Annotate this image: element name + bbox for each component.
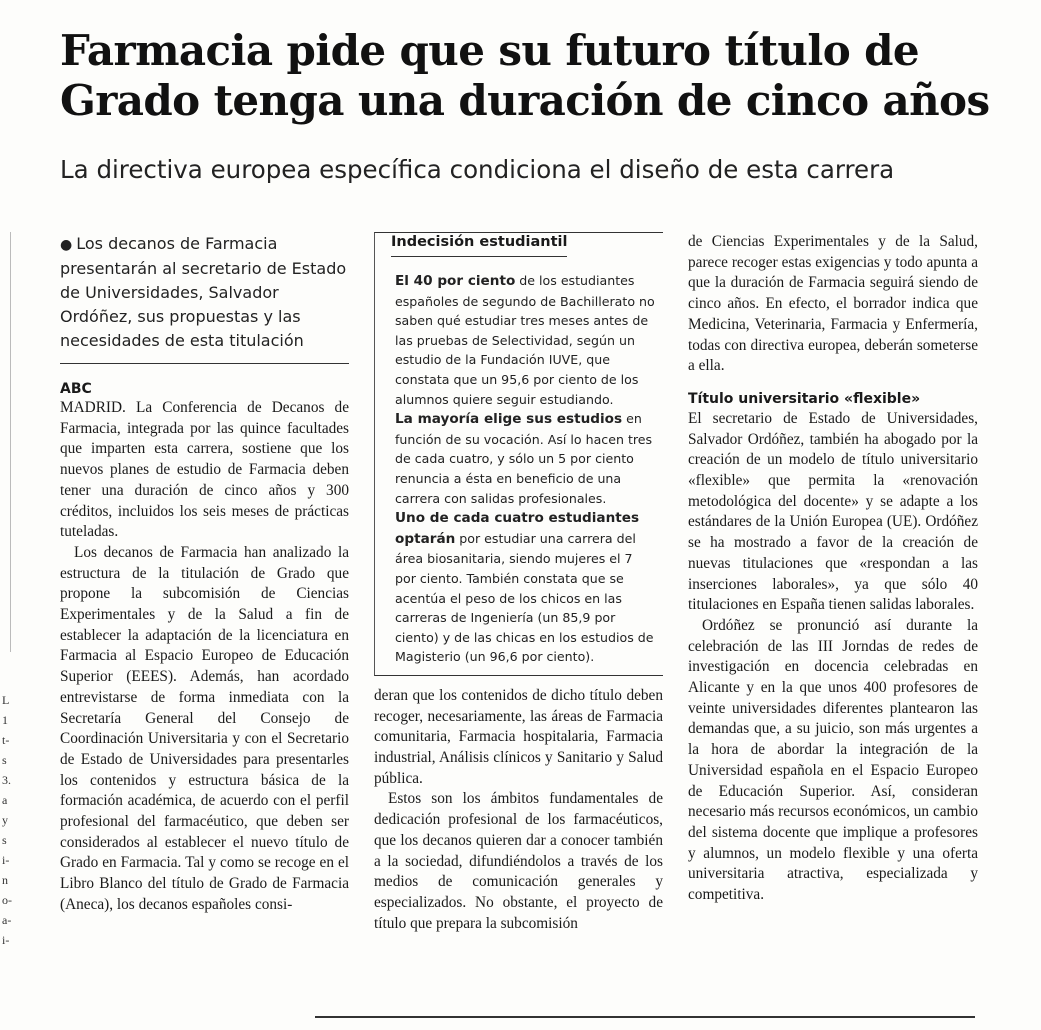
edge-fragment: s [2, 833, 7, 847]
body-paragraph: Estos son los ámbitos fundamentales de dedicación profesional de los farmacéuticos, que los decanos quieren dar a conocer también a la sociedad, difundiéndolos a través de los medios de comunicación generales y especializados. No obstante, el proyecto de título que prepara la subcomisión [374, 790, 663, 932]
bullet-icon: ● [60, 237, 73, 253]
column-3 [688, 232, 978, 906]
sidebar-item [395, 508, 657, 667]
byline: ABC [60, 381, 92, 397]
edge-fragment: 3. [2, 773, 11, 787]
column-2 [374, 232, 663, 934]
body-paragraph: Los decanos de Farmacia han analizado la estructura de la titulación de Grado que propone la subcomisión de Ciencias Experimentales y de la Salud a fin de establecer la adaptación de la licenciatura en Farmacia al Espacio Europeo de Educación Superior (EEES). Además, han acordado entrevistarse de forma inmediata con la Secretaría General del Consejo de Coordinación Universitaria y con el Secretario de Estado de Universidades para presentarles los contenidos y estructura básica de la formación académica, de acuerdo con el perfil profesional del farmacéutico, que deben ser considerados al establecer el nuevo título de Grado en Farmacia. Tal y como se recoge en el Libro Blanco del título de Grado de Farmacia (Aneca), los decanos españoles consi- [60, 543, 349, 913]
sidebar-item-text: en función de su vocación. Así lo hacen tres de cada cuatro, y sólo un 5 por ciento renuncia a ésta en beneficio de una carrera con salidas profesionales. [395, 411, 653, 506]
footer-rule [315, 1016, 975, 1018]
sidebar-box [374, 232, 663, 676]
edge-fragment: L [2, 693, 10, 707]
body-paragraph: El secretario de Estado de Universidades, Salvador Ordóñez, también ha abogado por la creación de un modelo de título universitario «flexible» que permita la «renovación metodológica del docente» y se adapte a los estándares de la Unión Europea (UE). Ordóñez se ha mostrado a favor de la creación de nuevas titulaciones que «respondan a las inserciones laborales», ya que sólo 40 titulaciones en España tienen salidas laborales. [688, 409, 978, 614]
sidebar-item [395, 271, 657, 409]
edge-fragment: t- [2, 733, 10, 747]
edge-fragment: 1 [2, 713, 8, 727]
lead-text: Los decanos de Farmacia presentarán al secretario de Estado de Universidades, Salvador Ordóñez, sus propuestas y las necesidades de esta titulación [60, 234, 347, 350]
body-paragraph: Ordóñez se pronunció así durante la celebración de las III Jorndas de redes de investigación en docencia celebradas en Alicante y en la que unos 400 profesores de veinte universidades diferentes plantearon las demandas que, a su juicio, son más urgentes a la hora de abordar la integración de la Universidad española en el Espacio Europeo de Educación Superior. Así, consideran necesario más recursos económicos, un cambio del sistema docente que implique a profesores y alumnos, un modelo flexible y una oferta universitaria atractiva, especializada y competitiva. [688, 616, 978, 904]
edge-fragment: y [2, 813, 8, 827]
body-paragraph: MADRID. La Conferencia de Decanos de Farmacia, integrada por las quince facultades que imparten esta carrera, sostiene que los nuevos planes de estudio de Farmacia deben tener una duración de cinco años y 300 créditos, incluidos los seis meses de prácticas tuteladas. [60, 399, 349, 541]
sidebar-item-text: de los estudiantes españoles de segundo de Bachillerato no saben qué estudiar tres meses antes de las pruebas de Selectividad, según un estudio de la Fundación IUVE, que constata que un 95,6 por ciento de los alumnos quiere seguir estudiando. [395, 273, 655, 407]
sidebar-item-bold: La mayoría elige sus estudios [395, 411, 623, 428]
edge-fragment: o- [2, 893, 12, 907]
edge-fragment: i- [2, 933, 10, 947]
body-paragraph: deran que los contenidos de dicho título deben recoger, necesariamente, las áreas de Farmacia comunitaria, Farmacia hospitalaria, Farmacia industrial, Análisis clínicos y Sanitario y Salud pública. [374, 686, 663, 787]
sidebar-item [395, 409, 657, 508]
lead-paragraph [60, 232, 349, 364]
subheading: Título universitario «flexible» [688, 390, 921, 407]
sidebar-item-text: por estudiar una carrera del área biosanitaria, siendo mujeres el 7 por ciento. También constata que se acentúa el peso de los chicos en las carreras de Ingeniería (un 85,9 por ciento) y de las chicas en los estudios de Magisterio (un 96,6 por ciento). [395, 530, 654, 665]
sidebar-item-bold: El 40 por ciento [395, 273, 516, 289]
sidebar-title: Indecisión estudiantil [391, 234, 567, 257]
headline: Farmacia pide que su futuro título de Grado tenga una duración de cinco años [60, 26, 990, 125]
sidebar-item-bold: Uno de cada cuatro estudiantes optarán [395, 510, 640, 547]
column-1 [60, 232, 349, 916]
body-paragraph: de Ciencias Experimentales y de la Salud, parece recoger estas exigencias y todo apunta a que la duración de Farmacia seguirá siendo de cinco años. En efecto, el borrador indica que Medicina, Veterinaria, Farmacia y Enfermería, todas con directiva europea, deberán someterse a ella. [688, 233, 978, 375]
subtitle: La directiva europea específica condiciona el diseño de esta carrera [60, 155, 895, 184]
left-edge-fragments [2, 690, 14, 950]
edge-fragment: i- [2, 853, 10, 867]
left-page-rule [10, 232, 11, 652]
edge-fragment: s [2, 753, 7, 767]
edge-fragment: a- [2, 913, 12, 927]
edge-fragment: a [2, 793, 8, 807]
edge-fragment: n [2, 873, 8, 887]
